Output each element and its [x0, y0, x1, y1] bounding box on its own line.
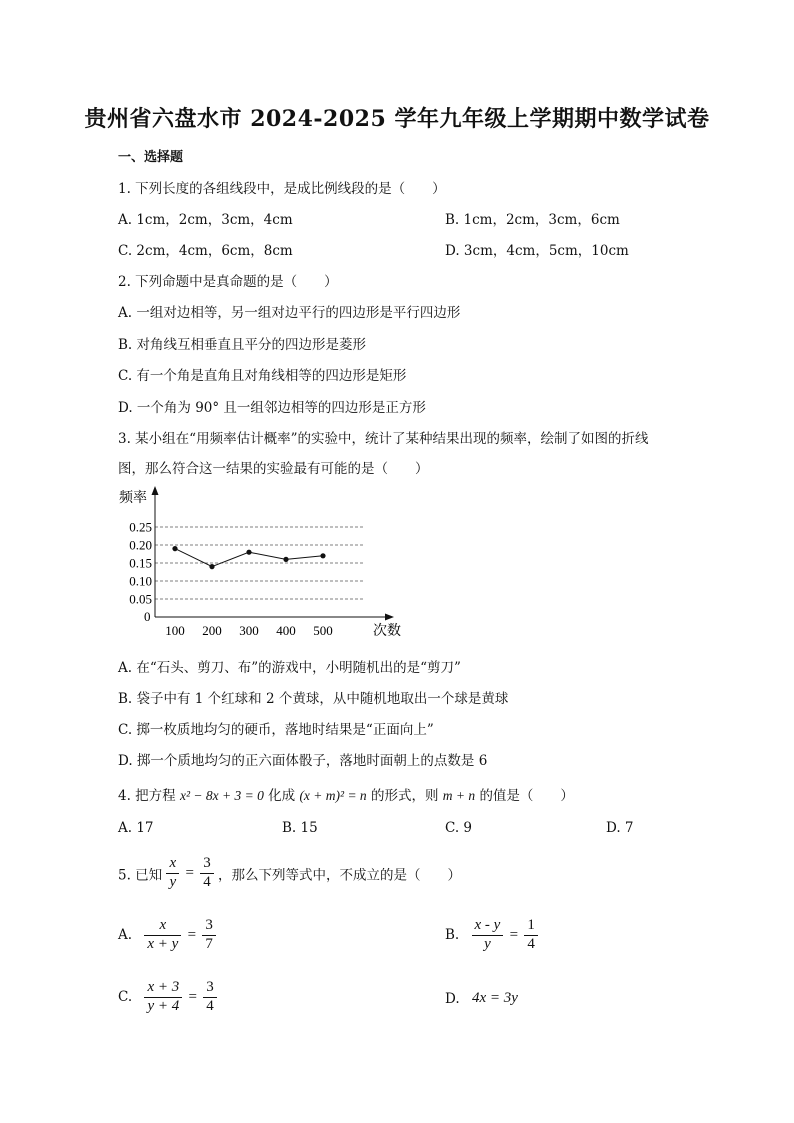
y-tick-labels	[129, 520, 152, 607]
q4-option-d: D. 7	[606, 820, 634, 836]
x-tick-labels	[165, 623, 333, 638]
y-axis-label: 频率	[119, 491, 147, 506]
x-tick-label: 200	[202, 623, 222, 638]
q1-option-d: D. 3cm，4cm，5cm，10cm	[445, 243, 629, 259]
y-tick-label: 0.25	[129, 519, 152, 535]
q4-expression: m + n	[442, 788, 476, 803]
q3-option-a: A. 在“石头、剪刀、布”的游戏中，小明随机出的是“剪刀”	[118, 660, 461, 676]
q5-option-c-numerator: x + 3	[144, 980, 182, 998]
q4-option-b: B. 15	[282, 820, 318, 836]
x-axis-label: 次数	[373, 624, 401, 639]
x-tick-label: 100	[165, 623, 185, 638]
q5-option-a-ratio-denominator: 7	[205, 935, 213, 952]
q4-prefix: 4. 把方程	[118, 788, 176, 804]
x-axis-arrow	[385, 614, 394, 621]
q4-mid: 化成	[268, 788, 296, 804]
q5-option-b-ratio-denominator: 4	[527, 935, 535, 952]
q5-option-a	[118, 918, 216, 953]
q2-option-c: C. 有一个角是直角且对角线相等的四边形是矩形	[118, 368, 407, 384]
q5-given-denominator: y	[169, 873, 177, 890]
q5-option-c-fraction	[144, 980, 182, 1015]
x-tick-label: 500	[313, 623, 333, 638]
q1-option-a: A. 1cm，2cm，3cm，4cm	[118, 212, 293, 228]
q5-option-b-ratio	[524, 918, 538, 953]
q5-option-d	[445, 990, 518, 1007]
q3-option-b: B. 袋子中有 1 个红球和 2 个黄球，从中随机地取出一个球是黄球	[118, 691, 509, 707]
q4-option-c: C. 9	[445, 820, 473, 836]
q1-option-c: C. 2cm，4cm，6cm，8cm	[118, 243, 293, 259]
y-tick-label: 0.10	[129, 573, 152, 589]
q2-option-a: A. 一组对边相等，另一组对边平行的四边形是平行四边形	[118, 305, 461, 321]
q3-option-c: C. 掷一枚质地均匀的硬币，落地时结果是“正面向上”	[118, 722, 434, 738]
q5-option-c-ratio-numerator: 3	[203, 980, 217, 998]
q5-option-c-ratio	[203, 980, 217, 1015]
q5-option-b	[445, 918, 538, 953]
q5-given-ratio-denominator: 4	[203, 873, 211, 890]
q5-stem	[118, 856, 461, 891]
q5-option-a-fraction	[144, 918, 181, 953]
q5-option-c-equals: =	[188, 988, 197, 1005]
q5-given-fraction	[166, 856, 179, 891]
y-tick-label: 0.15	[129, 555, 152, 571]
data-point	[246, 550, 251, 555]
q5-option-c-denominator: y + 4	[147, 997, 180, 1014]
section-heading: 一、选择题	[118, 150, 184, 165]
q5-option-c	[118, 980, 217, 1015]
q3-option-d: D. 掷一个质地均匀的正六面体骰子，落地时面朝上的点数是 6	[118, 753, 488, 769]
q3-stem-line2: 图，那么符合这一结果的实验最有可能的是（ ）	[118, 461, 429, 477]
q5-option-d-label: D.	[445, 990, 460, 1007]
q4-option-a: A. 17	[118, 820, 154, 836]
y-tick-label: 0.20	[129, 537, 152, 553]
q5-option-a-numerator: x	[144, 918, 181, 936]
page-title: 贵州省六盘水市 2024-2025 学年九年级上学期期中数学试卷	[84, 106, 710, 132]
q4-suffix: 的形式，则	[370, 788, 439, 804]
q5-option-c-label: C.	[118, 989, 133, 1006]
q5-option-b-fraction	[472, 918, 504, 953]
x-tick-label: 400	[276, 623, 296, 638]
q4-stem	[118, 784, 574, 804]
q5-given-equals: =	[185, 864, 194, 881]
x-tick-label: 300	[239, 623, 259, 638]
q4-target-form: (x + m)² = n	[299, 788, 367, 803]
q5-prefix: 5. 已知	[118, 867, 163, 884]
q2-stem: 2. 下列命题中是真命题的是（ ）	[118, 274, 338, 290]
q5-option-a-denominator: x + y	[147, 935, 179, 952]
q5-given-ratio	[200, 856, 214, 891]
q5-suffix: ，那么下列等式中，不成立的是（ ）	[218, 867, 461, 884]
q5-option-a-ratio	[202, 918, 216, 953]
q3-stem-line1: 3. 某小组在“用频率估计概率”的实验中，统计了某种结果出现的频率，绘制了如图的折线	[118, 431, 649, 447]
q5-option-a-label: A.	[118, 927, 133, 944]
q5-option-b-label: B.	[445, 927, 460, 944]
q5-option-b-denominator: y	[484, 935, 491, 952]
q5-given-ratio-numerator: 3	[200, 856, 214, 874]
q5-option-a-equals: =	[187, 926, 197, 943]
q5-option-d-expression: 4x = 3y	[471, 990, 518, 1006]
y-tick-label: 0.05	[129, 591, 152, 607]
q2-option-b: B. 对角线互相垂直且平分的四边形是菱形	[118, 337, 367, 353]
q5-given-numerator: x	[166, 856, 179, 874]
q5-option-b-ratio-numerator: 1	[524, 918, 538, 936]
origin-label: 0	[144, 609, 151, 624]
data-point	[172, 546, 177, 551]
data-point	[283, 557, 288, 562]
frequency-line-chart	[110, 484, 410, 644]
q4-end: 的值是（ ）	[479, 788, 574, 804]
q5-option-a-ratio-numerator: 3	[202, 918, 216, 936]
q1-option-b: B. 1cm，2cm，3cm，6cm	[445, 212, 620, 228]
q2-option-d: D. 一个角为 90° 且一组邻边相等的四边形是正方形	[118, 400, 426, 416]
chart-grid	[155, 527, 365, 599]
q5-option-b-numerator: x - y	[472, 918, 504, 936]
data-point	[209, 564, 214, 569]
q5-option-c-ratio-denominator: 4	[206, 997, 214, 1014]
y-axis-arrow	[152, 486, 159, 495]
data-point	[320, 553, 325, 558]
q4-equation: x² − 8x + 3 = 0	[179, 788, 264, 803]
q5-option-b-equals: =	[509, 926, 519, 943]
q1-stem: 1. 下列长度的各组线段中，是成比例线段的是（ ）	[118, 181, 446, 197]
